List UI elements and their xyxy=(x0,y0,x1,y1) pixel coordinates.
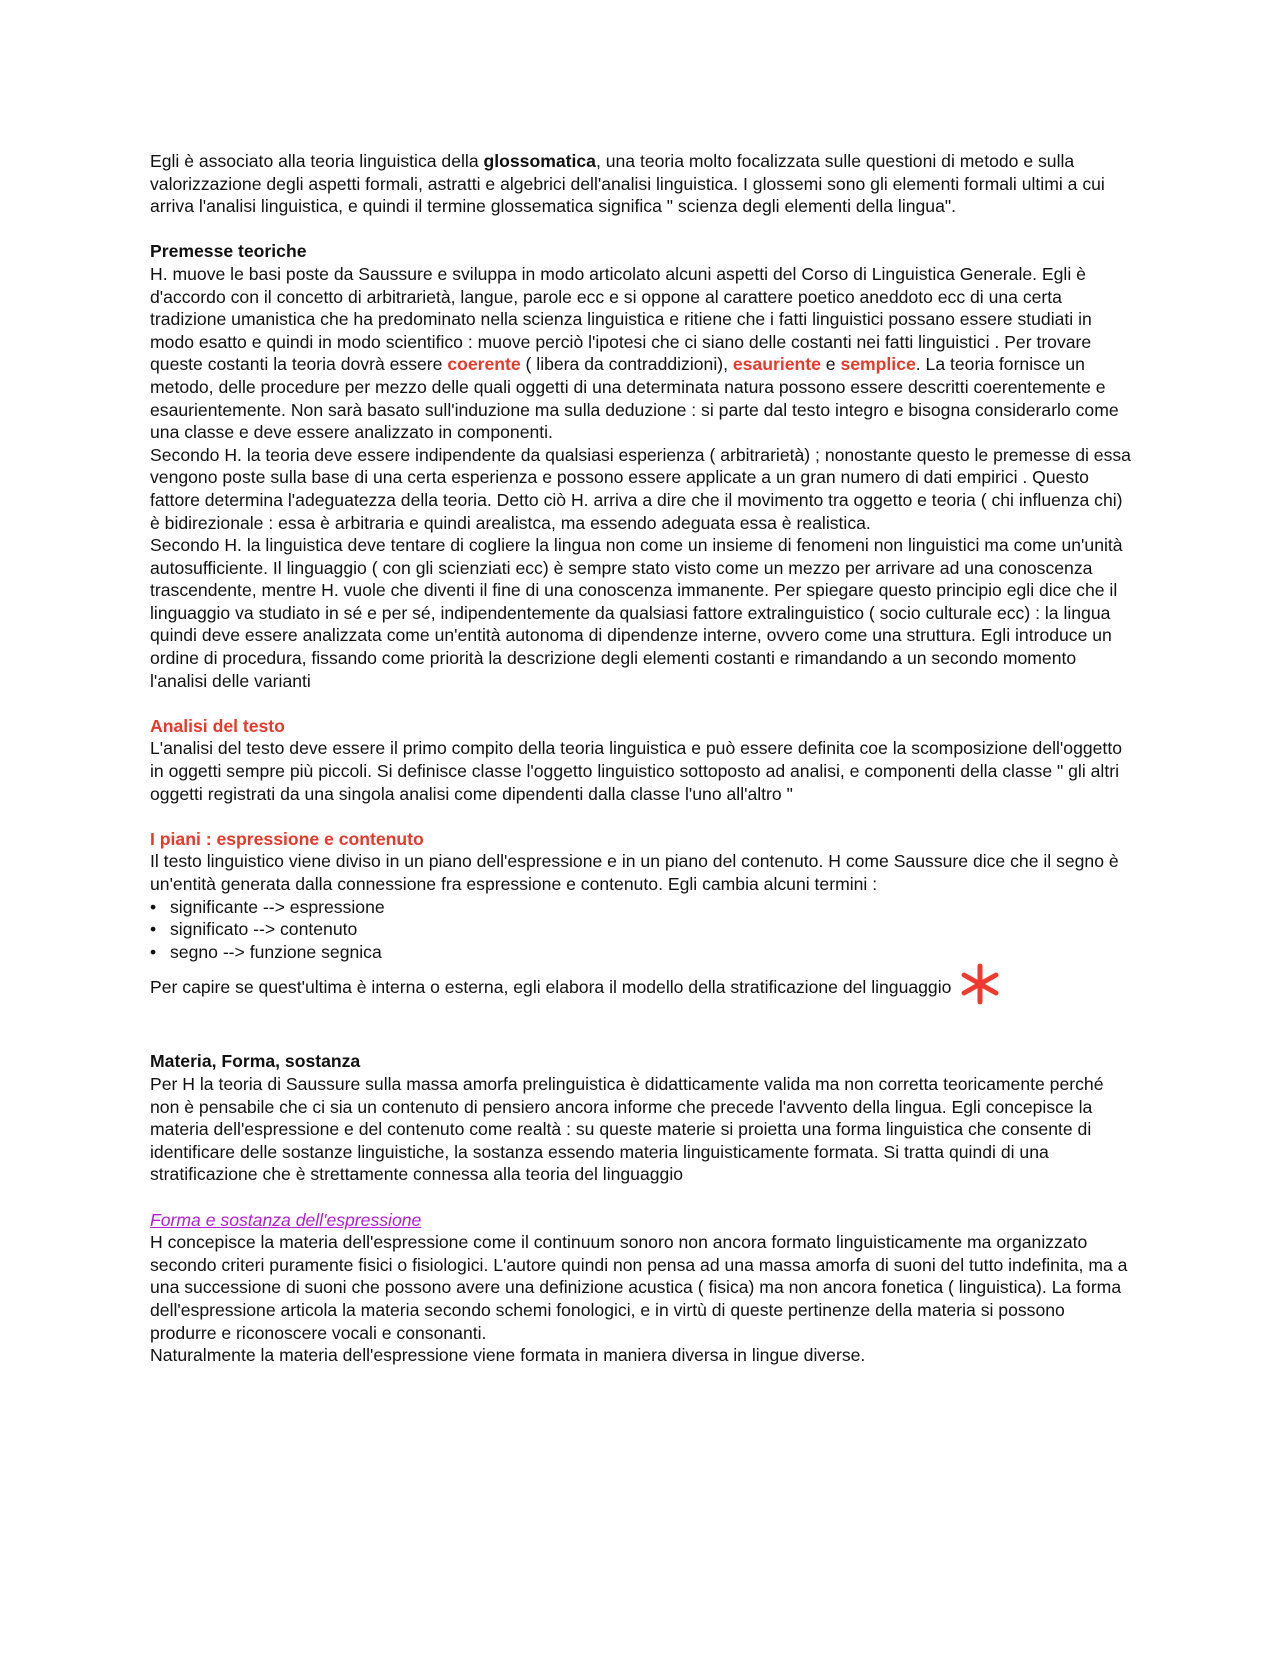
premesse-text: . La teoria fornisce un metodo, delle procedure per mezzo delle quali oggetti di una determinata natura possono essere descritti coerentemente e esaurientemente. Non sarà basato sull'induzione ma sulla deduzione : si parte dal testo integro e bisogna considerarlo come una classe e deve essere analizzato in componenti. xyxy=(150,354,1119,443)
intro-text-continued: , una teoria molto focalizzata sulle questioni di metodo e sulla valorizzazione degli aspetti formali, astratti e algebrici dell'analisi linguistica. I glossemi sono gli elementi formali ultimi a cui arriva l'analisi linguistica, e quindi il termine glossematica significa " scienza degli elementi della lingua". xyxy=(150,151,1105,217)
materia-heading: Materia, Forma, sostanza xyxy=(150,1051,361,1072)
intro-text: Egli è associato alla teoria linguistica della xyxy=(150,151,484,171)
bullet-icon: • xyxy=(150,919,157,940)
term-coerente: coerente xyxy=(447,354,521,375)
document-page xyxy=(150,150,1132,1367)
analisi-heading: Analisi del testo xyxy=(150,715,285,736)
list-item-text: significato --> contenuto xyxy=(170,919,358,940)
forma-paragraph-1: H concepisce la materia dell'espressione come il continuum sonoro non ancora formato linguisticamente ma organizzato secondo criteri puramente fisici o fisiologici. L'autore quindi non pensa ad una massa amorfa di suoni del tutto indefinita, ma a una successione di suoni che possono avere una definizione acustica ( fisica) ma non ancora fonetica ( linguistica). La forma dell'espressione articola la materia secondo schemi fonologici, e in virtù di queste pertinenze della materia si possono produrre e riconoscere vocali e consonanti. xyxy=(150,1232,1128,1343)
premesse-heading: Premesse teoriche xyxy=(150,241,307,262)
bullet-icon: • xyxy=(150,941,157,962)
premesse-text: ( libera da contraddizioni), xyxy=(520,354,733,375)
term-semplice: semplice xyxy=(840,354,916,375)
piani-heading: I piani : espressione e contenuto xyxy=(150,828,424,849)
list-item xyxy=(150,896,1132,919)
terms-list xyxy=(150,896,1132,964)
term-esauriente: esauriente xyxy=(732,354,821,375)
analisi-paragraph: L'analisi del testo deve essere il primo compito della teoria linguistica e può essere definita coe la scomposizione dell'oggetto in oggetti sempre più piccoli. Si definisce classe l'oggetto linguistico sottoposto ad analisi, e componenti della classe " gli altri oggetti registrati da una singola analisi come dipendenti dalla classe l'uno all'altro " xyxy=(150,738,1122,804)
premesse-paragraph-3: Secondo H. la linguistica deve tentare di cogliere la lingua non come un insieme di fenomeni non linguistici ma come un'unità autosufficiente. Il linguaggio ( con gli scienziati ecc) è sempre stato visto come un mezzo per arrivare ad una conoscenza trascendente, mentre H. vuole che diventi il fine di una conoscenza immanente. Per spiegare questo principio egli dice che il linguaggio va studiato in sé e per sé, indipendentemente da qualsiasi fattore extralinguistico ( socio culturale ecc) : la lingua quindi deve essere analizzata come un'entità autonoma di dipendenze interne, ovvero come una struttura. Egli introduce un ordine di procedura, fissando come priorità la descrizione degli elementi costanti e rimandando a un secondo momento l'analisi delle varianti xyxy=(150,535,1123,691)
list-item xyxy=(150,918,1132,941)
piani-paragraph: Il testo linguistico viene diviso in un piano dell'espressione e in un piano del contenuto. H come Saussure dice che il segno è un'entità generata dalla connessione fra espressione e contenuto. Egli cambia alcuni termini : xyxy=(150,851,1119,894)
list-item-text: significante --> espressione xyxy=(170,896,385,917)
piani-text: Per capire se quest'ultima è interna o esterna, egli elabora il modello della stratificazione del linguaggio xyxy=(150,977,952,998)
materia-paragraph: Per H la teoria di Saussure sulla massa amorfa prelinguistica è didatticamente valida ma non corretta teoricamente perché non è pensabile che ci sia un contenuto di pensiero ancora informe che precede l'avvento della lingua. Egli concepisce la materia dell'espressione e del contenuto come realtà : su queste materie si proietta una forma linguistica che consente di identificare delle sostanze linguistiche, la sostanza essendo materia linguisticamente formata. Si tratta quindi di una stratificazione che è strettamente connessa alla teoria del linguaggio xyxy=(150,1073,1104,1185)
premesse-text: e xyxy=(820,354,841,375)
forma-paragraph-2: Naturalmente la materia dell'espressione viene formata in maniera diversa in lingue diverse. xyxy=(150,1345,866,1366)
bullet-icon: • xyxy=(150,896,157,917)
intro-paragraph xyxy=(150,150,1132,218)
piani-paragraph-2 xyxy=(150,963,1132,1005)
forma-heading-link[interactable]: Forma e sostanza dell'espressione xyxy=(150,1209,422,1230)
premesse-paragraph-2: Secondo H. la teoria deve essere indipendente da qualsiasi esperienza ( arbitrarietà) ; nonostante questo le premesse di essa vengono poste sulla base di una certa esperienza e possono essere applicate a un gran numero di dati empirici . Questo fattore determina l'adeguatezza della teoria. Detto ciò H. arriva a dire che il movimento tra oggetto e teoria ( chi influenza chi) è bidirezionale : essa è arbitraria e quindi arealistca, ma essendo adeguata essa è realistica. xyxy=(150,444,1131,533)
premesse-paragraph-1 xyxy=(150,263,1132,444)
list-item xyxy=(150,941,1132,964)
premesse-text: H. muove le basi poste da Saussure e sviluppa in modo articolato alcuni aspetti del Corso di Linguistica Generale. Egli è d'accordo con il concetto di arbitrarietà, langue, parole ecc e si oppone al carattere poetico aneddoto ecc di una certa tradizione umanistica che ha predominato nella scienza linguistica e ritiene che i fatti linguistici possano essere studiati in modo esatto e quindi in modo scientifico : muove perciò l'ipotesi che ci siano delle costanti nei fatti linguistici . Per trovare queste costanti la teoria dovrà essere xyxy=(150,263,1092,375)
glossomatica-term: glossomatica xyxy=(483,151,596,171)
list-item-text: segno --> funzione segnica xyxy=(170,941,382,962)
asterisk-icon xyxy=(959,963,1001,1005)
